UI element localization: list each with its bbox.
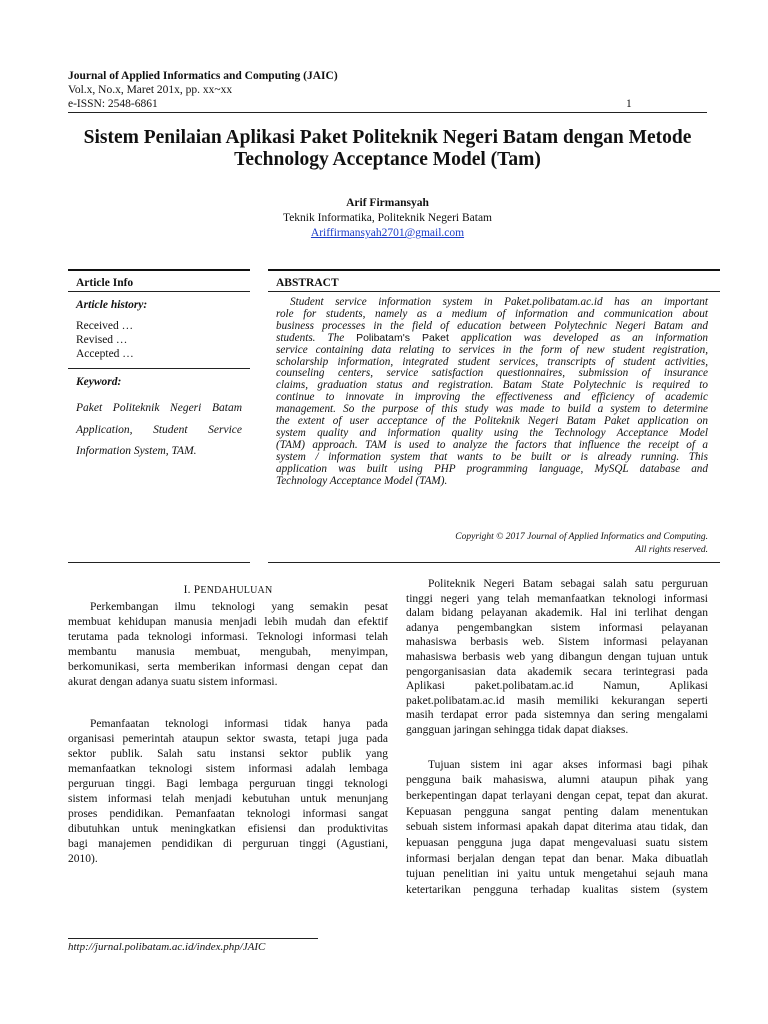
abstract-top-rule — [268, 269, 720, 271]
abstract-line: application was built using PHP programming language, MySQL database and — [276, 462, 708, 475]
paragraph: Perkembangan ilmu teknologi yang semakin pesat membuat kehidupan manusia menjadi lebih mudah dan efektif terutama pada teknologi informasi. Teknologi informasi telah membantu manusia membuat, mengubah, menyimpan, berkomunikasi, serta memberikan informasi dengan cepat dan akurat dengan adanya suatu sistem informasi. — [68, 601, 388, 689]
abstract-bottom-rule — [268, 562, 720, 563]
abstract-heading: ABSTRACT — [276, 277, 339, 289]
journal-name: Journal of Applied Informatics and Computing (JAIC) — [68, 70, 338, 82]
issn: e-ISSN: 2548-6861 — [68, 98, 158, 110]
abstract-rule — [268, 291, 720, 292]
abstract-line: students. The Polibatam's Paket application was developed as an information — [276, 331, 709, 344]
keyword-line: Paket Politeknik Negeri Batam — [76, 402, 242, 414]
footer-url-link[interactable]: http://jurnal.polibatam.ac.id/index.php/JAIC — [68, 941, 266, 953]
abstract-line: (TAM) approach. TAM is used to analyze the factors that influence the receipt of a — [276, 438, 708, 451]
polibatam-paket-term: Polibatam's Paket — [356, 331, 449, 344]
abstract-line: counseling centers, service satisfaction questionnaires, submission of insurance — [276, 367, 708, 380]
paragraph: Tujuan sistem ini agar akses informasi bagi pihak pengguna baik mahasiswa, alumni ataupun pihak yang berkepentingan dapat terlayani dengan cepat, tepat dan akurat. Kepuasan pengguna sangat penting dalam menentukan sebuah sistem informasi apakah dapat diterima atau tidak, dan kepuasan pengguna juga dapat mengevaluasi suatu sistem informasi berjalan dengan tepat dan benar. Maka dibuatlah tujuan penelitian ini yaitu untuk mengetahui sejauh mana ketertarikan pengguna terhadap kualitas sistem (system — [406, 758, 708, 897]
abstract-line: scholarship information, integrated student services, transcripts of student activities, — [276, 355, 708, 368]
keyword-rule — [68, 368, 250, 369]
header-rule — [68, 112, 707, 113]
keyword-list — [76, 398, 242, 463]
paper-title-line-2: Technology Acceptance Model (Tam) — [234, 149, 541, 170]
article-info-rule — [68, 291, 250, 292]
section-heading: I. PENDAHULUAN — [183, 584, 273, 596]
body-right-column — [406, 577, 708, 899]
author-email-row — [68, 226, 707, 240]
footer-rule — [68, 938, 318, 939]
abstract-line: claims, graduation status and registration. Batam State Polytechnic is required to — [276, 379, 708, 392]
article-info-top-rule — [68, 269, 250, 271]
accepted-date: Accepted … — [76, 348, 134, 360]
copyright-notice: Copyright © 2017 Journal of Applied Informatics and Computing. All rights reserved. — [455, 532, 708, 555]
article-info-heading: Article Info — [76, 277, 134, 289]
paragraph: Politeknik Negeri Batam sebagai salah satu perguruan tinggi negeri yang telah memanfaatkan teknologi informasi dalam bidang pelayanan akademik. Hal ini terlihat dengan adanya pengembangkan sistem informasi pelayanan mahasiswa berbasis web. Sistem informasi pelayanan mahasiswa berbasis web yang dibangun dengan tujuan untuk pengorganisasian data akademik secara terintegrasi pada Aplikasi paket.polibatam.ac.id Namun, Aplikasi paket.polibatam.ac.id masih memiliki kekurangan seperti masih terdapat error pada sistemnya dan sering mengalami gangguan jaringan sehingga tidak dapat diakses. — [406, 578, 708, 736]
abstract-line: role for students, namely as a medium of information and communication about — [276, 307, 708, 320]
page-number: 1 — [626, 98, 632, 110]
article-history-heading: Article history: — [76, 299, 148, 311]
abstract-line: continue to innovate in improving the effectiveness and efficiency of academic — [276, 391, 708, 404]
abstract-line: system quality and information quality using the Technology Acceptance Model — [276, 426, 708, 439]
paper-title — [68, 127, 707, 171]
article-info-bottom-rule — [68, 562, 250, 563]
abstract-line: business processes in the field of education between Polytechnic Negeri Batam and — [276, 319, 708, 332]
keyword-line: Information System, TAM. — [76, 445, 197, 457]
paragraph: Pemanfaatan teknologi informasi tidak hanya pada organisasi pemerintah ataupun sektor swasta, tetapi juga pada sektor publik. Salah satu instansi sektor publik yang memanfaatkan teknologi sistem informasi adalah lembaga perguruan tinggi. Bagi lembaga perguruan tinggi teknologi sistem informasi telah menjadi kebutuhan untuk menunjang proses pendidikan. Pemanfaatan teknologi informasi sangat dibutuhkan untuk meningkatkan efisiensi dan produktivitas bagi manajemen pendidikan di perguruan tinggi (Agustiani, 2010). — [68, 717, 388, 866]
abstract-line: Technology Acceptance Model (TAM). — [276, 474, 448, 487]
abstract-line: system / information system that wants to be built or is already running. This — [276, 450, 708, 463]
author-email-link[interactable]: Ariffirmansyah2701@gmail.com — [310, 227, 465, 239]
paper-title-line-1: Sistem Penilaian Aplikasi Paket Politeknik Negeri Batam dengan Metode — [83, 127, 692, 148]
author-affiliation: Teknik Informatika, Politeknik Negeri Batam — [282, 212, 493, 224]
abstract-body — [276, 297, 708, 488]
abstract-line: Student service information system in Paket.polibatam.ac.id has an important — [290, 296, 708, 308]
keyword-line: Application, Student Service — [76, 423, 242, 436]
abstract-line: management. So the purpose of this study was made to build a system to determine — [276, 403, 708, 416]
body-left-column — [68, 600, 388, 868]
abstract-line: the extent of user acceptance of the Politeknik Negeri Batam Paket application on — [276, 415, 708, 428]
abstract-line: service containing data relating to services in the form of new student registration, — [276, 343, 708, 356]
received-date: Received … — [76, 320, 134, 332]
keyword-heading: Keyword: — [76, 376, 122, 388]
volume-info: Vol.x, No.x, Maret 201x, pp. xx~xx — [68, 84, 233, 96]
author-name: Arif Firmansyah — [346, 197, 429, 209]
revised-date: Revised … — [76, 334, 128, 346]
